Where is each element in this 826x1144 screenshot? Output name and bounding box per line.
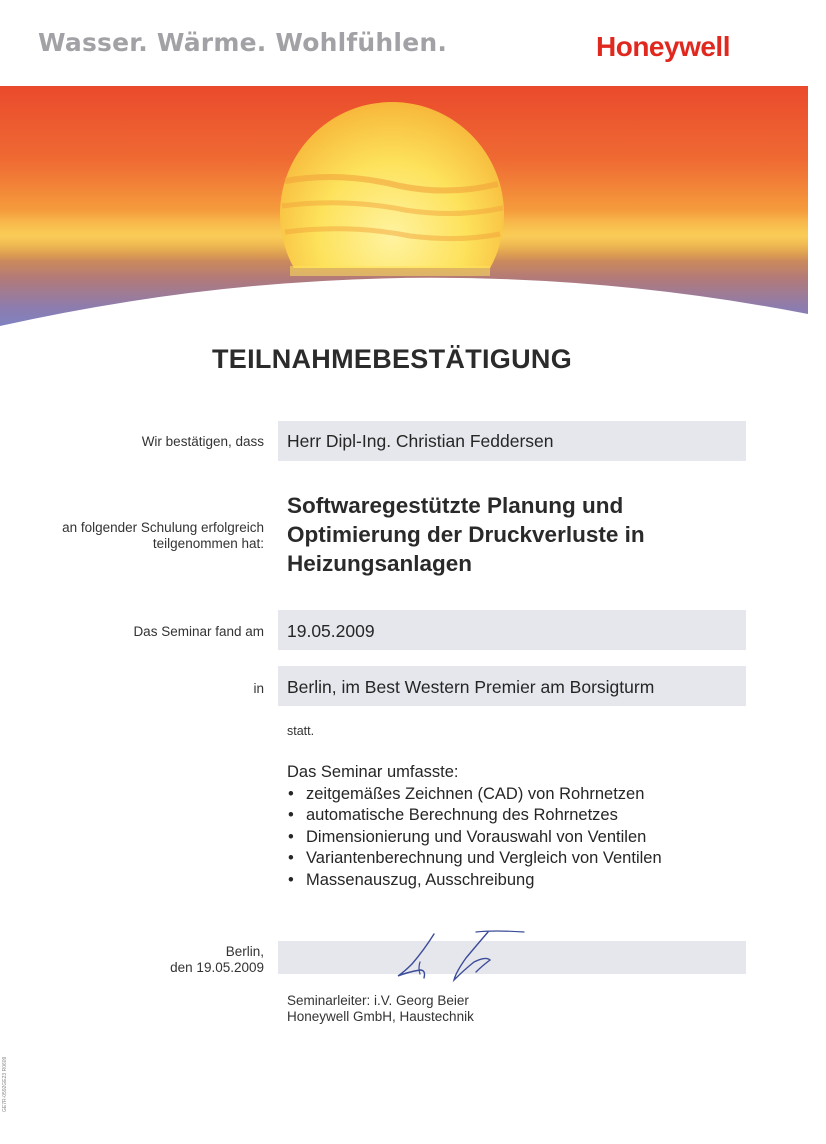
course-title-line1: Softwaregestützte Planung und — [287, 493, 624, 518]
course-title-line2: Optimierung der Druckverluste in — [287, 522, 645, 547]
statt-text: statt. — [287, 724, 315, 738]
seminar-date: 19.05.2009 — [287, 621, 375, 641]
signer-line2: Honeywell GmbH, Haustechnik — [287, 1009, 474, 1024]
signer-line1: Seminarleiter: i.V. Georg Beier — [287, 993, 469, 1008]
signing-place: Berlin, — [225, 944, 264, 959]
summary-heading: Das Seminar umfasste: — [287, 763, 459, 781]
confirm-label: Wir bestätigen, dass — [141, 434, 264, 449]
course-label-line2: teilgenommen hat: — [152, 536, 264, 551]
summary-item: • Dimensionierung und Vorauswahl von Ventilen — [287, 827, 662, 849]
participant-name: Herr Dipl-Ing. Christian Feddersen — [287, 431, 554, 451]
seminar-summary — [287, 762, 662, 891]
course-label — [62, 520, 264, 552]
seminar-leader — [287, 993, 474, 1025]
course-label-line1: an folgender Schulung erfolgreich — [62, 520, 264, 535]
date-label: Das Seminar fand am — [133, 624, 264, 639]
seminar-location: Berlin, im Best Western Premier am Borsigturm — [287, 677, 655, 697]
summary-item: • Variantenberechnung und Vergleich von Ventilen — [287, 848, 662, 870]
signing-place-date — [170, 944, 264, 976]
handwritten-signature — [390, 928, 530, 984]
course-title-line3: Heizungsanlagen — [287, 551, 473, 576]
summary-list — [287, 784, 662, 892]
sunset-banner-image — [0, 86, 808, 332]
form-code: GE7R-0592GE23 R0609 — [2, 1056, 8, 1112]
summary-item: • automatische Berechnung des Rohrnetzes — [287, 805, 662, 827]
header-tagline: Wasser. Wärme. Wohlfühlen. — [38, 28, 448, 57]
signing-date: den 19.05.2009 — [170, 960, 264, 975]
honeywell-logo: Honeywell — [596, 31, 730, 62]
certificate-title: TEILNAHMEBESTÄTIGUNG — [212, 344, 572, 374]
location-label: in — [253, 681, 264, 696]
course-title — [287, 491, 757, 578]
summary-item: • zeitgemäßes Zeichnen (CAD) von Rohrnetzen — [287, 784, 662, 806]
summary-item: • Massenauszug, Ausschreibung — [287, 870, 662, 892]
